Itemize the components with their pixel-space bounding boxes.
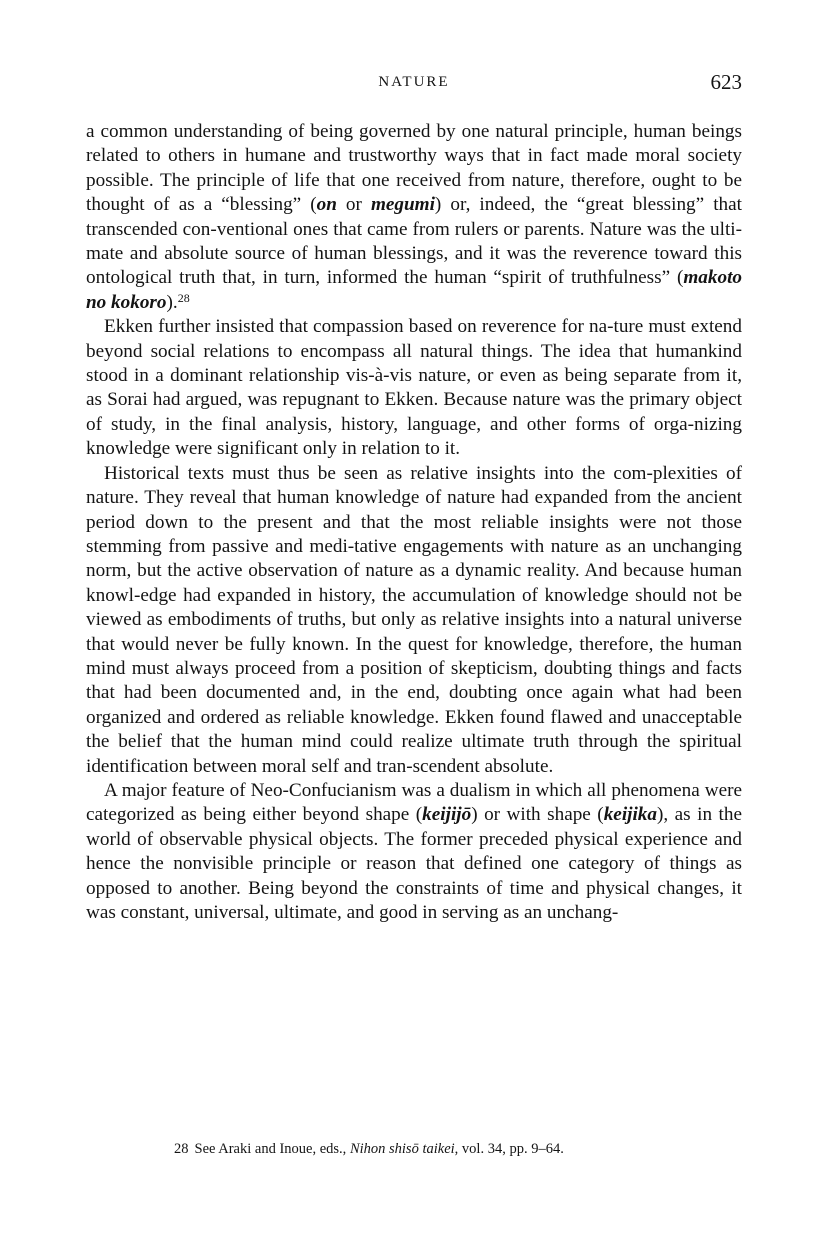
paragraph-1 <box>86 120 742 315</box>
term-on: on <box>316 194 337 216</box>
text-run: a common understanding of being governed by one natural principle, human beings related to others in humane and trustworthy ways that in fact made moral society possible. The principle of life that one received from nature, therefore, ought to be thought of as a “blessing” ( <box>86 121 742 216</box>
text-run: ), as in the world of observable physical objects. The former preceded physical experience and hence the nonvisible principle or reason that defined one category of things as opposed to another. Being beyond the constraints of time and physical changes, it was constant, universal, ultimate, and good in serving as an unchang- <box>86 804 742 923</box>
text-run: ) or with shape ( <box>471 804 604 826</box>
page-number: 623 <box>710 70 742 94</box>
body-text <box>86 120 742 925</box>
term-keijijo: keijijō <box>422 804 472 826</box>
running-title: NATURE <box>378 74 450 90</box>
paragraph-4 <box>86 779 742 925</box>
paragraph-3: Historical texts must thus be seen as relative insights into the com-plexities of nature. They reveal that human knowledge of nature had expanded from the ancient period down to the present and that the most reliable insights were not those stemming from passive and medi-tative engagements with nature as an unchanging norm, but the active observation of nature as a dynamic reality. And because human knowl-edge had expanded in history, the accumulation of knowledge should not be viewed as embodiments of truths, but only as relative insights into a natural universe that would never be fully known. In the quest for knowledge, therefore, the human mind must always proceed from a position of skepticism, doubting things and facts that had been documented and, in the end, doubting once again what had been organized and ordered as reliable knowledge. Ekken found flawed and unacceptable the belief that the human mind could realize ultimate truth through the spiritual identification between moral self and tran-scendent absolute. <box>86 462 742 777</box>
text-run: A major feature of Neo-Confucianism was a dualism in which all phenomena were categorized as being either beyond shape ( <box>86 779 742 826</box>
footnote-ref[interactable]: 28 <box>177 290 190 305</box>
text-run: or <box>336 194 371 216</box>
footnote-number: 28 <box>174 1141 189 1157</box>
text-run: ). <box>166 291 178 313</box>
footnote-title: Nihon shisō taikei <box>349 1141 455 1157</box>
term-makoto-no-kokoro: makoto no kokoro <box>86 267 742 313</box>
footnote-text: , vol. 34, pp. 9–64. <box>454 1141 564 1157</box>
book-page <box>86 68 742 925</box>
running-head <box>86 68 742 102</box>
footnote-text: See Araki and Inoue, eds., <box>194 1141 350 1157</box>
text-run: ) or, indeed, the “great blessing” that transcended con-ventional ones that came from rulers or parents. Nature was the ulti-mate and absolute source of human blessings, and it was the reverence toward this ontological truth that, in turn, informed the human “spirit of truthfulness” ( <box>86 194 742 289</box>
footnote <box>174 1141 564 1158</box>
term-megumi: megumi <box>370 194 435 216</box>
paragraph-2: Ekken further insisted that compassion based on reverence for na-ture must extend beyond social relations to encompass all natural things. The idea that humankind stood in a dominant relationship vis-à-vis nature, or even as being separate from it, as Sorai had argued, was repugnant to Ekken. Because nature was the primary object of study, in the final analysis, history, language, and other forms of orga-nizing knowledge were significant only in relation to it. <box>86 316 742 460</box>
term-keijika: keijika <box>603 804 657 826</box>
